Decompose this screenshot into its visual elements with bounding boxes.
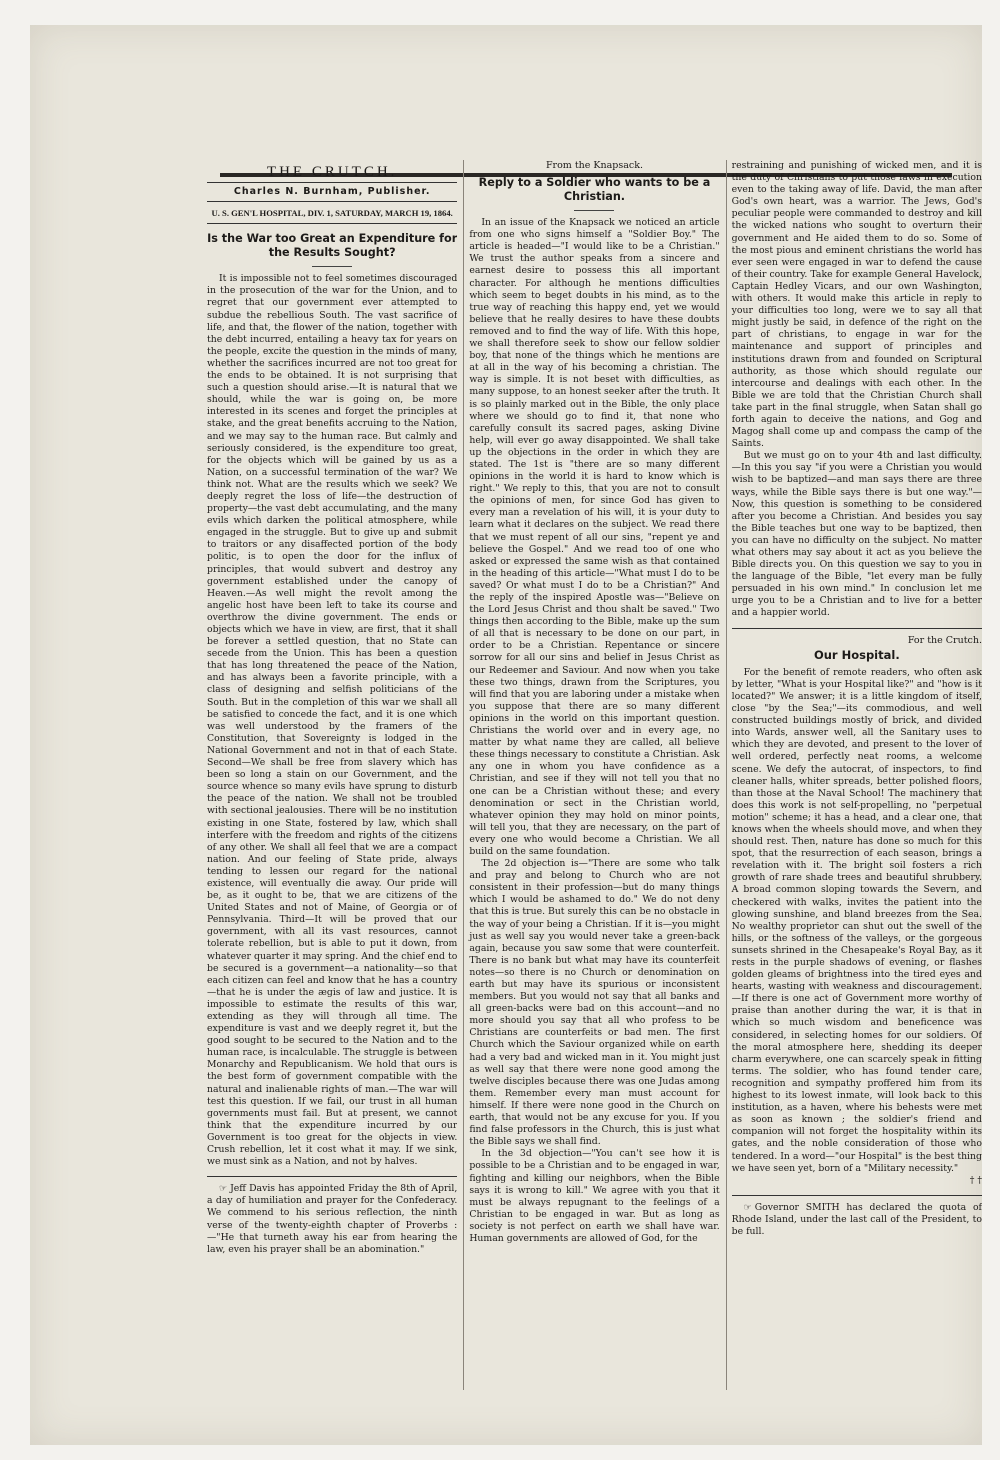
article2-headline: Reply to a Soldier who wants to be a Christian. <box>478 176 711 204</box>
headline-rule <box>574 210 614 211</box>
article2-credit: From the Knapsack. <box>545 160 644 171</box>
article3-signature: † † <box>969 1174 982 1186</box>
pointing-hand-icon: ☞ <box>743 1202 752 1213</box>
columns <box>207 160 982 1390</box>
article2-paragraph: In the 3d objection—"You can't see how it is possible to be a Christian and to be engaged in war, fighting and killing our neighbors, when the Bible says it is wrong to kill." We agree with you that it must be always repugnant to the feelings of a Christian to be engaged in war. But as long as society is not perfect on earth we shall have war. Human governments are allowed of God, for the <box>469 1148 720 1244</box>
column-separator <box>732 1195 982 1196</box>
headline-rule <box>312 266 352 267</box>
article3-headline: Our Hospital. <box>813 647 900 662</box>
masthead-title: THE CRUTCH. <box>266 164 398 180</box>
article2-paragraph: The 2d objection is—"There are some who talk and pray and belong to Church who are not consistent in their profession—but do many things which I would be ashamed to do." We do not deny that this is true. But surely this can be no obstacle in the way of your being a Christian. If it is—you might just as well say you would never take a green-back again, because you saw some that were counterfeit. There is no bank but what may have its counterfeit notes—so there is no Church or denomination on earth but may have its spurious or inconsistent members. But you would not say that all banks and all green-backs were bad on this account—and no more should you say that all who profess to be Christians are counterfeits or bad men. The first Church which the Saviour organized while on earth had a very bad and wicked man in it. You might just as well say that there were none good among the twelve disciples because there was one Judas among them. Remember every man must account for himself. If there were none good in the Church on earth, that would not be any excuse for you. If you find false professors in the Church, this is just what the Bible says we shall find. <box>469 858 720 1148</box>
masthead-dateline: U. S. GEN'L HOSPITAL, DIV. 1, SATURDAY, MARCH 19, 1864. <box>207 205 457 224</box>
column-separator <box>207 1176 457 1177</box>
column-3 <box>726 160 982 1390</box>
pointing-hand-icon: ☞ <box>219 1184 228 1195</box>
article1-paragraph: It is impossible not to feel sometimes discouraged in the prosecution of the war for the Union, and to regret that our government ever attempted to subdue the rebellious South. The vast sacrifice of life, and that, the flower of the nation, together with the debt incurred, entailing a heavy tax for years on the people, excite the question in the minds of many, whether the sacrifices incurred are not too great for the ends to be obtained. It is not surprising that such a question should arise.—It is natural that we should, while the war is going on, be more interested in its scenes and forget the principles at stake, and the great benefits accruing to the Nation, and we may say to the human race. But calmly and seriously considered, is the expenditure too great, for the objects which will be gained by us as a Nation, on a successful termination of the war? We think not. What are the results which we seek? We deeply regret the loss of life—the destruction of property—the vast debt accumulating, and the many evils which darken the political atmosphere, while engaged in the struggle. But to give up and submit to traitors or any disaffected portion of the body politic, is to open the door for the influx of principles, that would subvert and destroy any government established under the canopy of Heaven.—As well might the revolt among the angelic host have been left to take its course and overthrow the divine government. The ends or objects which we have in view, are first, that it shall be forever a settled question, that no State can secede from the Union. This has been a question that has long threatened the peace of the Nation, and has always been a favorite principle, with a class of designing and selfish politicians of the South. But in the completion of this war we shall all be satisfied to concede the fact, and it is one which was well understood by the framers of the Constitution, that Sovereignty is lodged in the National Government and not in that of each State. Second—We shall be free from slavery which has been so long a stain on our Government, and the source whence so many evils have sprung to disturb the peace of the nation. We shall not be troubled with sectional jealousies. There will be no institution existing in one State, fostered by law, which shall interfere with the freedom and rights of the citizens of any other. We shall all feel that we are a compact nation. And our feeling of State pride, always tending to lessen our regard for the national existence, will eventually die away. Our pride will be, as it ought to be, that we are citizens of the United States and not of Maine, of Georgia or of Pennsylvania. Third—It will be proved that our government, with all its vast resources, cannot tolerate rebellion, but is able to put it down, from whatever quarter it may spring. And the chief end to be secured is a government—a nationality—so that each citizen can feel and know that he has a country—that he is under the ægis of law and justice. It is impossible to estimate the results of this war, extending as they will through all time. The expenditure is vast and we deeply regret it, but the good sought to be secured to the Nation and to the human race, is incalculable. The struggle is between Monarchy and Republicanism. We hold that ours is the best form of government compatible with the natural and inalienable rights of man.—The war will test this question. If we fail, our trust in all human governments must fail. But at present, we cannot think that the expenditure incurred by our Government is too great for the objects in view. Crush rebellion, let it cost what it may. If we sink, we must sink as a Nation, and not by halves. <box>207 273 458 1168</box>
column-separator <box>732 628 982 629</box>
article2-continued-paragraph: restraining and punishing of wicked men, and it is the duty of Christians to put those laws in execution even to the taking away of life. David, the man after God's own heart, was a warrior. The Jews, God's peculiar people were commanded to destroy and kill the wicked nations who sought to overturn their government and He aided them to do so. Some of the most pious and eminent christians the world has ever seen were engaged in war to defend the cause of their country. Take for example General Havelock, Captain Hedley Vicars, and our own Washington, with others. It would make this article in reply to your difficulties too long, were we to say all that might justly be said, in defence of the right on the part of christians, to engage in war for the maintenance and support of principles and institutions drawn from and founded on Scriptural authority, as those which should regulate our intercourse and dealings with each other. In the Bible we are told that the Christian Church shall take part in the final struggle, when Satan shall go forth again to deceive the nations, and Gog and Magog shall come up and compass the camp of the Saints. <box>731 160 982 450</box>
column-2 <box>463 160 719 1390</box>
article2-continued-paragraph: But we must go on to your 4th and last difficulty.—In this you say "if you were a Christian you would wish to be baptized—and man says there are three ways, while the Bible says there is but one way."—Now, this question is something to be considered after you become a Christian. And besides you say the Bible teaches but one way to be baptized, then you can have no difficulty on the subject. No matter what others may say about it act as you believe the Bible directs you. On this question we say to you in the language of the Bible, "let every man be fully persuaded in his own mind." In conclusion let me urge you to be a Christian and to live for a better and a happier world. <box>731 450 982 619</box>
article2-paragraph: In an issue of the Knapsack we noticed an article from one who signs himself a "Soldier Boy." The article is headed—"I would like to be a Christian." We trust the author speaks from a sincere and earnest desire to possess this all important character. For although he mentions difficulties which seem to beget doubts in his mind, as to the true way of reaching this happy end, yet we would believe that he really desires to have these doubts removed and to find the way of life. With this hope, we shall therefore seek to show our fellow soldier boy, that none of the things which he mentions are at all in the way of his becoming a christian. The way is simple. It is not beset with difficulties, as many suppose, to an honest seeker after the truth. It is so plainly marked out in the Bible, the only place where we should go to find it, that none who carefully consult its sacred pages, asking Divine help, will ever go away disappointed. We shall take up the objections in the order in which they are stated. The 1st is "there are so many different opinions in the world it is hard to know which is right." We reply to this, that you are not to consult the opinions of men, for since God has given to every man a revelation of his will, it is your duty to learn what it declares on the subject. We read there that we must repent of all our sins, "repent ye and believe the Gospel." And we read too of one who asked or expressed the same wish as that contained in the heading of this article—"What must I do to be saved? Or what must I do to be a Christian?" And the reply of the inspired Apostle was—"Believe on the Lord Jesus Christ and thou shalt be saved." Two things then according to the Bible, make up the sum of all that is necessary to be done on our part, in order to be a Christian. Repentance or sincere sorrow for all our sins and belief in Jesus Christ as our Redeemer and Saviour. And now when you take these two things, drawn from the Scriptures, you will find that you are laboring under a mistake when you suppose that there are so many different opinions in the world on this important question. Christians the world over and in every age, no matter by what name they are called, all believe these things necessary to constitute a Christian. Ask any one in whom you have confidence as a Christian, and see if they will not tell you that no one can be a Christian without these; and every denomination or sect in the Christian world, whatever opinion they may hold on minor points, will tell you, that they are necessary, on the part of every one who would become a Christian. We all build on the same foundation. <box>469 217 720 857</box>
notice2-text: Governor SMITH has declared the quota of Rhode Island, under the last call of the President, to be full. <box>731 1201 982 1237</box>
article1-headline: Is the War too Great an Expenditure for the Results Sought? <box>207 232 458 260</box>
notice1 <box>207 1183 457 1256</box>
notice1-text: Jeff Davis has appointed Friday the 8th of April, a day of humiliation and prayer for the Confederacy. We commend to his serious reflection, the ninth verse of the twenty-eighth chapter of Proverbs :—"He that turneth away his ear from hearing the law, even his prayer shall be an abomination." <box>207 1183 458 1255</box>
masthead-publisher: Charles N. Burnham, Publisher. <box>207 182 457 202</box>
column-1 <box>207 160 457 1390</box>
article3-credit: For the Crutch. <box>907 634 982 646</box>
notice2 <box>732 1202 982 1238</box>
article3-paragraph: For the benefit of remote readers, who often ask by letter, "What is your Hospital like?" and "how is it located?" We answer; it is a little kingdom of itself, close "by the Sea;"—its commodious, and well constructed buildings mostly of brick, and divided into Wards, answer well, all the Sanitary uses to which they are devoted, and present to the lover of well ordered, perfectly neat rooms, a welcome scene. We defy the autocrat, of inspectors, to find cleaner halls, whiter spreads, better polished floors, than those at the Naval School! The machinery that does this work is not self-propelling, no "perpetual motion" scheme; it has a head, and a clear one, that knows when the wheels should move, and when they should rest. Then, nature has done so much for this spot, that the resurrection of each season, brings a revelation with it. The bright soil fosters a rich growth of rare shade trees and beautiful shrubbery. A broad common sloping towards the Severn, and checkered with walks, invites the patient into the glowing sunshine, and bland breezes from the Sea. No wealthy proprietor can shut out the swell of the hills, or the softness of the valleys, or the gorgeous sunsets shrined in the Chesapeake's Royal Bay, as it rests in the purple shadows of evening, or flashes golden gleams of brightness into the tired eyes and hearts, wasting with weakness and discouragement.—If there is one act of Government more worthy of praise than another during the war, it is that in which so much wisdom and beneficence was considered, in selecting homes for our soldiers. Of the moral atmosphere here, shedding its deeper charm everywhere, one can scarcely speak in fitting terms. The soldier, who has found tender care, recognition and sympathy proffered him from its highest to its lowest inmate, will look back to this institution, as a haven, where his behests were met as soon as known ; the soldier's friend and companion will not forget the hospitality within its gates, and the noble consideration of those who tendered. In a word—"our Hospital" is the best thing we have seen yet, born of a "Military necessity." <box>731 666 982 1174</box>
